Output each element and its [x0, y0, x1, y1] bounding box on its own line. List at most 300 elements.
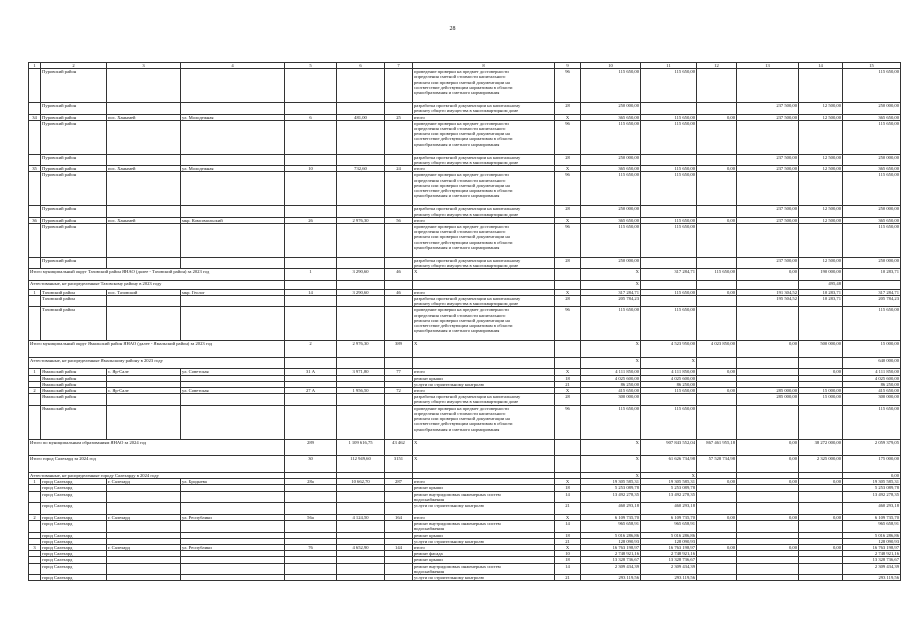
table-cell: 13 328 736,67	[843, 557, 901, 563]
table-cell: услуги по строительному контролю	[413, 502, 555, 514]
table-cell	[29, 172, 41, 206]
table-cell: ул. Броднева	[181, 479, 285, 485]
table-cell: итого	[413, 369, 555, 375]
table-cell	[181, 172, 285, 206]
table-cell	[107, 120, 181, 154]
table-cell: 195 504,52	[737, 296, 799, 307]
table-cell: 0,00	[799, 369, 843, 375]
table-cell: 2 059 379,05	[843, 439, 901, 456]
table-cell: 115 650,00	[843, 224, 901, 258]
table-cell: 96	[555, 224, 581, 258]
table-cell: 10 283,71	[843, 269, 901, 280]
table-cell: 460 293,18	[581, 502, 641, 514]
table-cell	[799, 120, 843, 154]
table-cell: 415 650,00	[843, 388, 901, 394]
table-cell: ул. Республики	[181, 514, 285, 520]
table-cell	[29, 307, 41, 341]
table-cell: разработка проектной документации на капитальному ремонту общего имущества в многоквартирном доме	[413, 258, 555, 269]
table-cell	[337, 103, 385, 114]
summary-label: Итого муниципальный округ Тазовский район ЯНАО (далее - Тазовский район) за 2023 год	[29, 269, 285, 280]
table-cell	[107, 69, 181, 103]
column-number-cell: 5	[285, 63, 337, 69]
table-cell: 365 650,00	[581, 114, 641, 120]
table-cell	[337, 521, 385, 532]
table-cell: 250 000,00	[843, 258, 901, 269]
table-cell: 365 650,00	[843, 166, 901, 172]
table-cell: 115 650,00	[581, 172, 641, 206]
table-cell	[29, 405, 41, 439]
table-cell: 16 763 198,97	[843, 544, 901, 550]
table-row	[29, 307, 901, 341]
table-cell: итого	[413, 544, 555, 550]
table-cell	[385, 120, 413, 154]
table-cell	[181, 258, 285, 269]
table-cell: 250 000,00	[581, 103, 641, 114]
table-row	[29, 172, 901, 206]
table-cell: 14	[285, 289, 337, 295]
table-cell: ремонт крыши	[413, 532, 555, 538]
table-cell: 0,00	[697, 544, 737, 550]
table-cell: 1	[29, 479, 41, 485]
table-cell	[107, 103, 181, 114]
table-cell: 115 650,00	[581, 307, 641, 341]
summary-row	[29, 280, 901, 289]
table-cell	[413, 358, 555, 369]
table-cell: Ямальский район	[41, 394, 107, 405]
table-cell	[385, 394, 413, 405]
table-cell: 500 000,00	[799, 341, 843, 358]
table-cell	[181, 491, 285, 502]
table-cell: 250 000,00	[581, 258, 641, 269]
table-cell	[337, 405, 385, 439]
table-cell: итого	[413, 114, 555, 120]
table-cell	[285, 502, 337, 514]
table-cell	[385, 491, 413, 502]
table-cell: X	[581, 456, 641, 473]
table-cell: 128 090,93	[641, 538, 697, 544]
table-cell	[285, 280, 337, 289]
column-number-cell: 13	[737, 63, 799, 69]
table-cell: 13 492 278,35	[843, 491, 901, 502]
table-cell: 415 650,00	[581, 388, 641, 394]
table-cell: 2 748 921,16	[641, 551, 697, 557]
table-cell: 2 976,30	[337, 217, 385, 223]
table-cell: 285 000,00	[737, 394, 799, 405]
table-cell: 460 293,18	[843, 502, 901, 514]
table-cell: 4 111 850,00	[581, 369, 641, 375]
table-cell: пос. Тазовский	[107, 289, 181, 295]
capital-repair-table	[28, 62, 901, 581]
table-cell: 2 748 921,16	[843, 551, 901, 557]
table-cell: 237 500,00	[737, 217, 799, 223]
table-cell: разработка проектной документации на капитальному ремонту общего имущества в многоквартирном доме	[413, 103, 555, 114]
table-cell	[107, 521, 181, 532]
table-cell: Пуровский район	[41, 120, 107, 154]
table-cell: Ямальский район	[41, 375, 107, 381]
table-cell: 4 124,50	[337, 514, 385, 520]
table-cell: г. Салехард	[107, 544, 181, 550]
table-cell: Пуровский район	[41, 69, 107, 103]
table-row	[29, 224, 901, 258]
table-cell: 128 090,93	[843, 538, 901, 544]
table-cell: 317 284,71	[581, 289, 641, 295]
table-cell: 115 650,00	[843, 405, 901, 439]
table-cell	[737, 280, 799, 289]
table-cell	[799, 69, 843, 103]
table-cell	[737, 69, 799, 103]
table-cell: 16 763 198,97	[581, 544, 641, 550]
table-cell: 365 650,00	[581, 217, 641, 223]
table-cell	[181, 103, 285, 114]
table-cell	[29, 296, 41, 307]
table-cell	[737, 521, 799, 532]
table-cell: X	[581, 280, 641, 289]
table-cell	[385, 563, 413, 574]
table-cell: 2 748 921,16	[581, 551, 641, 557]
table-cell: 115 650,00	[641, 224, 697, 258]
table-cell: 0,00	[737, 269, 799, 280]
table-cell: 4 111 850,00	[641, 369, 697, 375]
table-cell: 2 325 000,00	[799, 456, 843, 473]
table-cell	[181, 502, 285, 514]
table-cell	[29, 491, 41, 502]
table-cell: 0,00	[799, 544, 843, 550]
table-cell: 14	[555, 521, 581, 532]
table-cell	[29, 206, 41, 217]
table-cell: 0,00	[737, 544, 799, 550]
table-cell: 0,00	[737, 479, 799, 485]
table-cell: Ямальский район	[41, 369, 107, 375]
table-cell	[555, 456, 581, 473]
table-cell	[385, 224, 413, 258]
table-cell: 21	[555, 502, 581, 514]
table-cell: 18	[555, 485, 581, 491]
table-cell: 907 843 552,04	[641, 439, 697, 456]
table-cell	[337, 307, 385, 341]
table-cell	[641, 394, 697, 405]
table-cell: Ямальский район	[41, 388, 107, 394]
table-cell	[737, 574, 799, 580]
table-cell: 1 956,50	[337, 388, 385, 394]
table-cell: город Салехард	[41, 544, 107, 550]
table-cell: 640 000,00	[843, 358, 901, 369]
table-row	[29, 120, 901, 154]
table-cell: 28а	[285, 479, 337, 485]
table-cell: 285 000,00	[737, 388, 799, 394]
table-cell: 389	[385, 341, 413, 358]
column-number-cell: 3	[107, 63, 181, 69]
table-cell: 96	[555, 307, 581, 341]
table-cell	[737, 224, 799, 258]
table-cell	[181, 574, 285, 580]
table-cell: 317 284,71	[641, 269, 697, 280]
table-cell: 115 650,00	[641, 120, 697, 154]
table-cell	[385, 502, 413, 514]
table-cell	[697, 258, 737, 269]
table-cell: 0,00	[737, 456, 799, 473]
table-cell	[181, 521, 285, 532]
table-cell: 460 293,18	[641, 502, 697, 514]
table-cell: 237 500,00	[737, 258, 799, 269]
table-cell: 57 528 734,98	[697, 456, 737, 473]
table-cell: 12 500,00	[799, 103, 843, 114]
table-cell: 10	[285, 166, 337, 172]
column-number-cell: 15	[843, 63, 901, 69]
table-cell: 34	[29, 114, 41, 120]
table-cell	[107, 206, 181, 217]
table-cell: 1	[285, 269, 337, 280]
table-cell: город Салехард	[41, 502, 107, 514]
column-number-cell: 14	[799, 63, 843, 69]
table-cell	[413, 280, 555, 289]
table-cell	[697, 172, 737, 206]
table-cell	[385, 69, 413, 103]
table-cell: 115 650,00	[581, 120, 641, 154]
table-cell	[641, 258, 697, 269]
table-cell: проведение проверки на предмет достоверности определения сметной стоимости капитального ремонта или проверки сметной документации на соответствие действующим нормативам в области ценообразования и сметного нормирования	[413, 172, 555, 206]
table-cell: 0,00	[799, 479, 843, 485]
table-cell: 77	[385, 369, 413, 375]
table-cell	[285, 394, 337, 405]
table-cell: 250 000,00	[843, 206, 901, 217]
table-cell: 86 250,00	[843, 381, 901, 387]
table-row	[29, 258, 901, 269]
table-cell: 115 650,00	[641, 166, 697, 172]
table-cell	[385, 103, 413, 114]
table-cell: 115 650,00	[641, 217, 697, 223]
table-cell: 5 253 089,78	[641, 485, 697, 491]
table-cell	[697, 154, 737, 165]
table-cell: 115 650,00	[697, 269, 737, 280]
table-cell	[285, 206, 337, 217]
table-cell: 18	[555, 375, 581, 381]
table-cell: 1 109 616,75	[337, 439, 385, 456]
table-cell	[737, 502, 799, 514]
table-cell: 237 500,00	[737, 114, 799, 120]
table-cell: 1	[29, 369, 41, 375]
table-cell: 13 328 736,67	[581, 557, 641, 563]
table-cell	[181, 563, 285, 574]
table-cell	[737, 307, 799, 341]
table-cell	[285, 103, 337, 114]
table-row	[29, 502, 901, 514]
table-cell	[181, 296, 285, 307]
summary-row	[29, 358, 901, 369]
table-row	[29, 521, 901, 532]
table-cell	[107, 394, 181, 405]
table-cell: 56	[385, 217, 413, 223]
table-cell	[385, 307, 413, 341]
table-cell	[737, 358, 799, 369]
table-cell: 3 971,80	[337, 369, 385, 375]
column-number-cell: 6	[337, 63, 385, 69]
table-cell: 28	[555, 206, 581, 217]
table-cell	[385, 296, 413, 307]
table-cell: 115 650,00	[641, 388, 697, 394]
table-cell: 31 А	[285, 369, 337, 375]
table-cell	[697, 394, 737, 405]
table-cell: X	[581, 358, 641, 369]
table-cell: г. Салехард	[107, 514, 181, 520]
table-cell: 115 650,00	[641, 69, 697, 103]
table-cell: 2	[29, 388, 41, 394]
table-cell	[337, 280, 385, 289]
table-cell: 115 650,00	[641, 172, 697, 206]
table-cell	[337, 172, 385, 206]
table-cell	[697, 307, 737, 341]
table-cell: 19 305 585,31	[581, 479, 641, 485]
table-cell	[337, 394, 385, 405]
table-cell: X	[555, 369, 581, 375]
table-cell: город Салехард	[41, 521, 107, 532]
summary-row	[29, 269, 901, 280]
table-cell	[555, 341, 581, 358]
table-cell: 19 305 585,31	[843, 479, 901, 485]
table-cell	[107, 224, 181, 258]
table-cell: 12 500,00	[799, 114, 843, 120]
table-cell	[285, 154, 337, 165]
table-cell: 6	[285, 114, 337, 120]
table-cell: 5 016 286,86	[641, 532, 697, 538]
table-cell	[697, 280, 737, 289]
table-cell: 293 119,56	[581, 574, 641, 580]
table-cell	[555, 358, 581, 369]
table-cell: город Салехард	[41, 551, 107, 557]
table-cell: 12 500,00	[799, 206, 843, 217]
table-cell: 300 000,00	[843, 394, 901, 405]
table-cell	[337, 206, 385, 217]
table-cell: 115 650,00	[843, 172, 901, 206]
table-cell: X	[641, 358, 697, 369]
table-cell: 5 016 286,86	[843, 532, 901, 538]
table-cell: Пуровский район	[41, 224, 107, 258]
table-cell: 21	[555, 538, 581, 544]
table-cell: 2 976,30	[337, 341, 385, 358]
table-cell: X	[555, 544, 581, 550]
table-cell: город Салехард	[41, 538, 107, 544]
table-cell	[337, 358, 385, 369]
table-cell	[107, 296, 181, 307]
table-cell: 287	[385, 479, 413, 485]
table-cell: 115 650,00	[641, 307, 697, 341]
table-cell: 365 650,00	[843, 217, 901, 223]
table-cell: 16 763 198,97	[641, 544, 697, 550]
table-cell: итого	[413, 514, 555, 520]
table-cell	[107, 307, 181, 341]
table-cell: услуги по строительному контролю	[413, 381, 555, 387]
table-cell: 10 283,71	[799, 296, 843, 307]
table-cell: итого	[413, 166, 555, 172]
table-cell	[181, 120, 285, 154]
table-cell	[107, 502, 181, 514]
table-cell	[697, 521, 737, 532]
table-cell	[737, 491, 799, 502]
table-cell	[385, 521, 413, 532]
table-cell: с. Яр-Сале	[107, 388, 181, 394]
table-cell	[737, 120, 799, 154]
table-cell: X	[581, 439, 641, 456]
table-cell	[799, 358, 843, 369]
table-cell: X	[581, 341, 641, 358]
table-cell: 13 328 736,67	[641, 557, 697, 563]
table-cell	[285, 521, 337, 532]
table-cell: X	[413, 456, 555, 473]
table-cell: 115 650,00	[843, 120, 901, 154]
table-cell: Пуровский район	[41, 166, 107, 172]
table-cell	[29, 394, 41, 405]
table-cell: разработка проектной документации на капитальному ремонту общего имущества в многоквартирном доме	[413, 154, 555, 165]
table-cell	[555, 439, 581, 456]
table-cell: 12 500,00	[799, 217, 843, 223]
table-cell	[799, 491, 843, 502]
table-cell: ул. Республики	[181, 544, 285, 550]
table-cell	[697, 491, 737, 502]
table-cell: 205 784,23	[843, 296, 901, 307]
table-cell	[385, 574, 413, 580]
table-cell	[29, 103, 41, 114]
table-cell: пос. Ханымей	[107, 114, 181, 120]
table-cell	[107, 405, 181, 439]
table-row	[29, 394, 901, 405]
table-cell	[337, 224, 385, 258]
table-row	[29, 69, 901, 103]
table-cell	[697, 502, 737, 514]
table-cell: X	[581, 269, 641, 280]
table-cell: 965 658,91	[641, 521, 697, 532]
table-cell: 2 309 434,39	[581, 563, 641, 574]
table-cell	[799, 224, 843, 258]
table-cell	[385, 206, 413, 217]
table-cell: разработка проектной документации на капитальному ремонту общего имущества в многоквартирном доме	[413, 206, 555, 217]
table-cell: Пуровский район	[41, 206, 107, 217]
table-cell	[337, 491, 385, 502]
table-cell	[107, 172, 181, 206]
table-cell	[29, 224, 41, 258]
table-cell: мкр. Геолог	[181, 289, 285, 295]
summary-row	[29, 341, 901, 358]
table-cell	[555, 280, 581, 289]
table-cell: X	[581, 472, 641, 478]
table-cell: 4 652,90	[337, 544, 385, 550]
table-cell: 6 109 735,70	[641, 514, 697, 520]
table-cell: ул. Советская	[181, 388, 285, 394]
summary-label: Аттестованные, не распределенные Ямальскому району в 2023 году	[29, 358, 285, 369]
table-cell	[337, 574, 385, 580]
table-cell	[799, 521, 843, 532]
table-cell: 15 000,00	[799, 394, 843, 405]
table-cell: X	[555, 479, 581, 485]
table-cell: 86 250,00	[641, 381, 697, 387]
table-cell: 237 500,00	[737, 154, 799, 165]
table-cell: город Салехард	[41, 491, 107, 502]
table-cell: 18	[555, 532, 581, 538]
summary-row	[29, 456, 901, 473]
table-cell: 144	[385, 544, 413, 550]
table-cell: ремонт крыши	[413, 557, 555, 563]
table-cell: 0,00	[697, 514, 737, 520]
table-cell: Пуровский район	[41, 217, 107, 223]
table-cell: 250 000,00	[581, 154, 641, 165]
table-cell	[697, 574, 737, 580]
table-cell	[29, 574, 41, 580]
table-cell: 56а	[285, 514, 337, 520]
table-cell: 6 109 735,70	[581, 514, 641, 520]
table-cell: ремонт внутридомовых инженерных систем водоснабжения	[413, 563, 555, 574]
table-cell: 6 109 735,70	[843, 514, 901, 520]
table-cell: X	[555, 217, 581, 223]
table-cell: город Салехард	[41, 532, 107, 538]
table-cell: разработка проектной документации на капитальному ремонту общего имущества в многоквартирном доме	[413, 394, 555, 405]
